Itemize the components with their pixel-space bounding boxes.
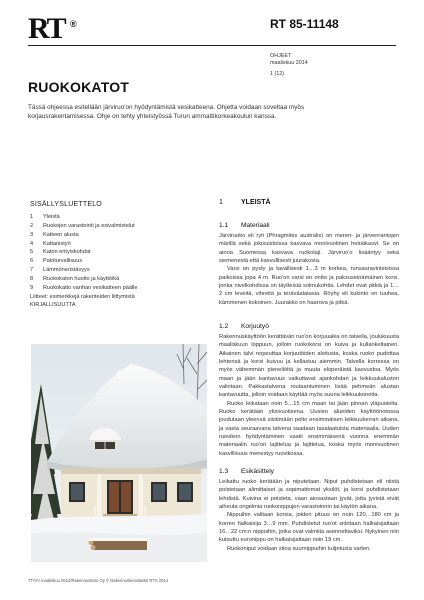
subsection-heading: 1.2 Korjuutyö [219, 323, 269, 330]
toc-item[interactable]: 2 Ruokojen varastointi ja esivalmistelut [30, 222, 135, 229]
toc-item[interactable]: 3 Katteen alusta [30, 231, 79, 238]
toc-appendix[interactable]: Liitteet: esimerkkejä rakenteiden liittymistä [30, 293, 135, 300]
subsection-heading: 1.3 Esikäsittely [219, 468, 274, 475]
toc-references[interactable]: KIRJALLISUUTTA [30, 302, 76, 309]
toc-item[interactable]: 9 Ruokokatto vanhan vesikatteen päälle [30, 284, 138, 291]
toc-item[interactable]: 5 Katon erityiskohdat [30, 249, 91, 256]
registered-mark: ® [70, 19, 77, 29]
paragraph: Leikattu ruoko kerätään ja niputetaan. Niput puhdistetaan eli niistä poistetaan alimittaiset ja sopimattomat yksilöt, ja korsi puhdistetaan lehdistä. Kuivina ei poisteta, vaan aiosastaan jyvät, jotta jyvistä eivät aiheuta ongelmia ruokonippujen varastoinnin tai käytön aikana. [219, 479, 399, 511]
paragraph: Nippuihin valitaan korsia, joiden pituus on noin 120…180 cm ja korren halkaisija 3…9 mm. Puhdistetut ruo'ot sidotaan halkaisijaltaan 16…22 cm:n nippuihin, jotka ovat valmiita asennettaviksi. Nykyinen niin kutsuttu euronippu on halkaisijaltaan noin 19 cm. [219, 512, 399, 544]
paragraph: Järviruoko eli ryti (Phragmites australis) on meren- ja järvenrantojen märillä sekä jokisuistoissa kasvava monivuotinen heinäkasvi. Se on ainoa Suomessa kasvava ruokolaji. Järviruo'o lisääntyy sekä siemenestä että kasvullisesti juurakosta. [219, 233, 399, 265]
doc-date: maaliskuu 2014 [270, 60, 308, 66]
subsection-body [219, 232, 399, 307]
toc-item[interactable]: 4 Kattanistyö [30, 240, 71, 247]
thatched-house-photo [31, 344, 207, 562]
paragraph: Rakennuskäyttöön kerättävän ruo'on korjuuaika on talvella, joulukuusta maaliskuun loppuun, jolloin ruokokorsi on kuiva ja kullankeltainen. Aikainen talvi nopeuttaa korjuutöiden aloitusta, koska ruoko pudottaa lehtensä ja korsi kuivuu ja kellastuu aiemmin. Talvella korressa on myös vähemmän pieneliöitä ja muuta eloperäistä kasvustoa. Myös maan ja jään kantavuus vaikuttavat ajankohdan ja leikkuukaluston valintaan. Pakkastalvena routaantuminen lisää pehmeän alustan kantavuutta, jolloin voidaan käyttää myös suuria leikkuukoneita. [219, 334, 399, 399]
table-of-contents [30, 213, 200, 310]
subsection-heading: 1.1 Materiaali [219, 222, 270, 229]
page-number: 1 (12) [270, 71, 285, 77]
paragraph: Ruoko leikataan noin 5…15 cm maan tai jään pinnan yläpuolelta. Ruoko kerätään yksivuotisena. Uusien alueiden käyttöönotossa joudutaan yleensä siistimään pelto ensimmäisen leikkuukerran aikana, ja vasta seuraavana talvena saadaan tasalaatuista materiaalia. Uuden ruovikon hyödyntäminen vaatii ensimmäisenä vuonna enemmän materiaalin ruo'on lajittelua ja lajittelua, koska myös monivuotinen kasvillisuus menestyy ruovikossa. [219, 400, 399, 457]
paragraph: Ruokoniput voidaan sitoa suurnippuihin kuljetusta varten. [227, 545, 371, 552]
toc-item[interactable]: 6 Paloturvallisuus [30, 258, 83, 265]
section-heading: 1 YLEISTÄ [219, 199, 271, 206]
rt-logo: RT ® [28, 12, 77, 45]
page-title: RUOKOKATOT [28, 79, 130, 95]
intro-paragraph: Tässä ohjeessa esitellään järviruo'on hyödyntämistä vesikatteena. Ohjetta voidaan soveltaa myös korjausrakentamisessa. Ohje on tehty yhteistyössä Turun ammattikorkeakoulun kanssa. [28, 104, 305, 121]
toc-item[interactable]: 1 Yleistä [30, 214, 60, 220]
subsection-body [219, 333, 399, 458]
subsection-body [219, 478, 399, 553]
toc-heading: SISÄLLYSLUETTELO [30, 201, 102, 208]
footer-copyright: TT/VV maaliskuu 2014/Rakennustieto Oy © Rakennustietosäätiö RTS 2014 [28, 578, 169, 583]
doc-type: OHJEET [270, 53, 292, 59]
header-divider [28, 45, 396, 46]
paragraph: Varsi on pysty ja tavallisesti 1…3 m korkea, runsasravinteisissa paikoissa jopa 4 m. Ruo'on varsi on ontto ja paksuseinämäinen korsi, jonka nivelkohdissa on täytteisiä solmukohtia. Lehdet ovat pitkiä ja 1…2 cm leveitä, vihreitä ja teräväalatasia. Röyhy eli kukinto on tuuhea, kämmenen kokoinen. Juurakko on haarova ja pitkä. [219, 266, 399, 306]
toc-item[interactable]: 7 Lämmöneristävyys [30, 267, 90, 274]
toc-item[interactable]: 8 Ruokokaton huolto ja käyttöikä [30, 275, 120, 282]
doc-code: RT 85-11148 [270, 17, 339, 31]
